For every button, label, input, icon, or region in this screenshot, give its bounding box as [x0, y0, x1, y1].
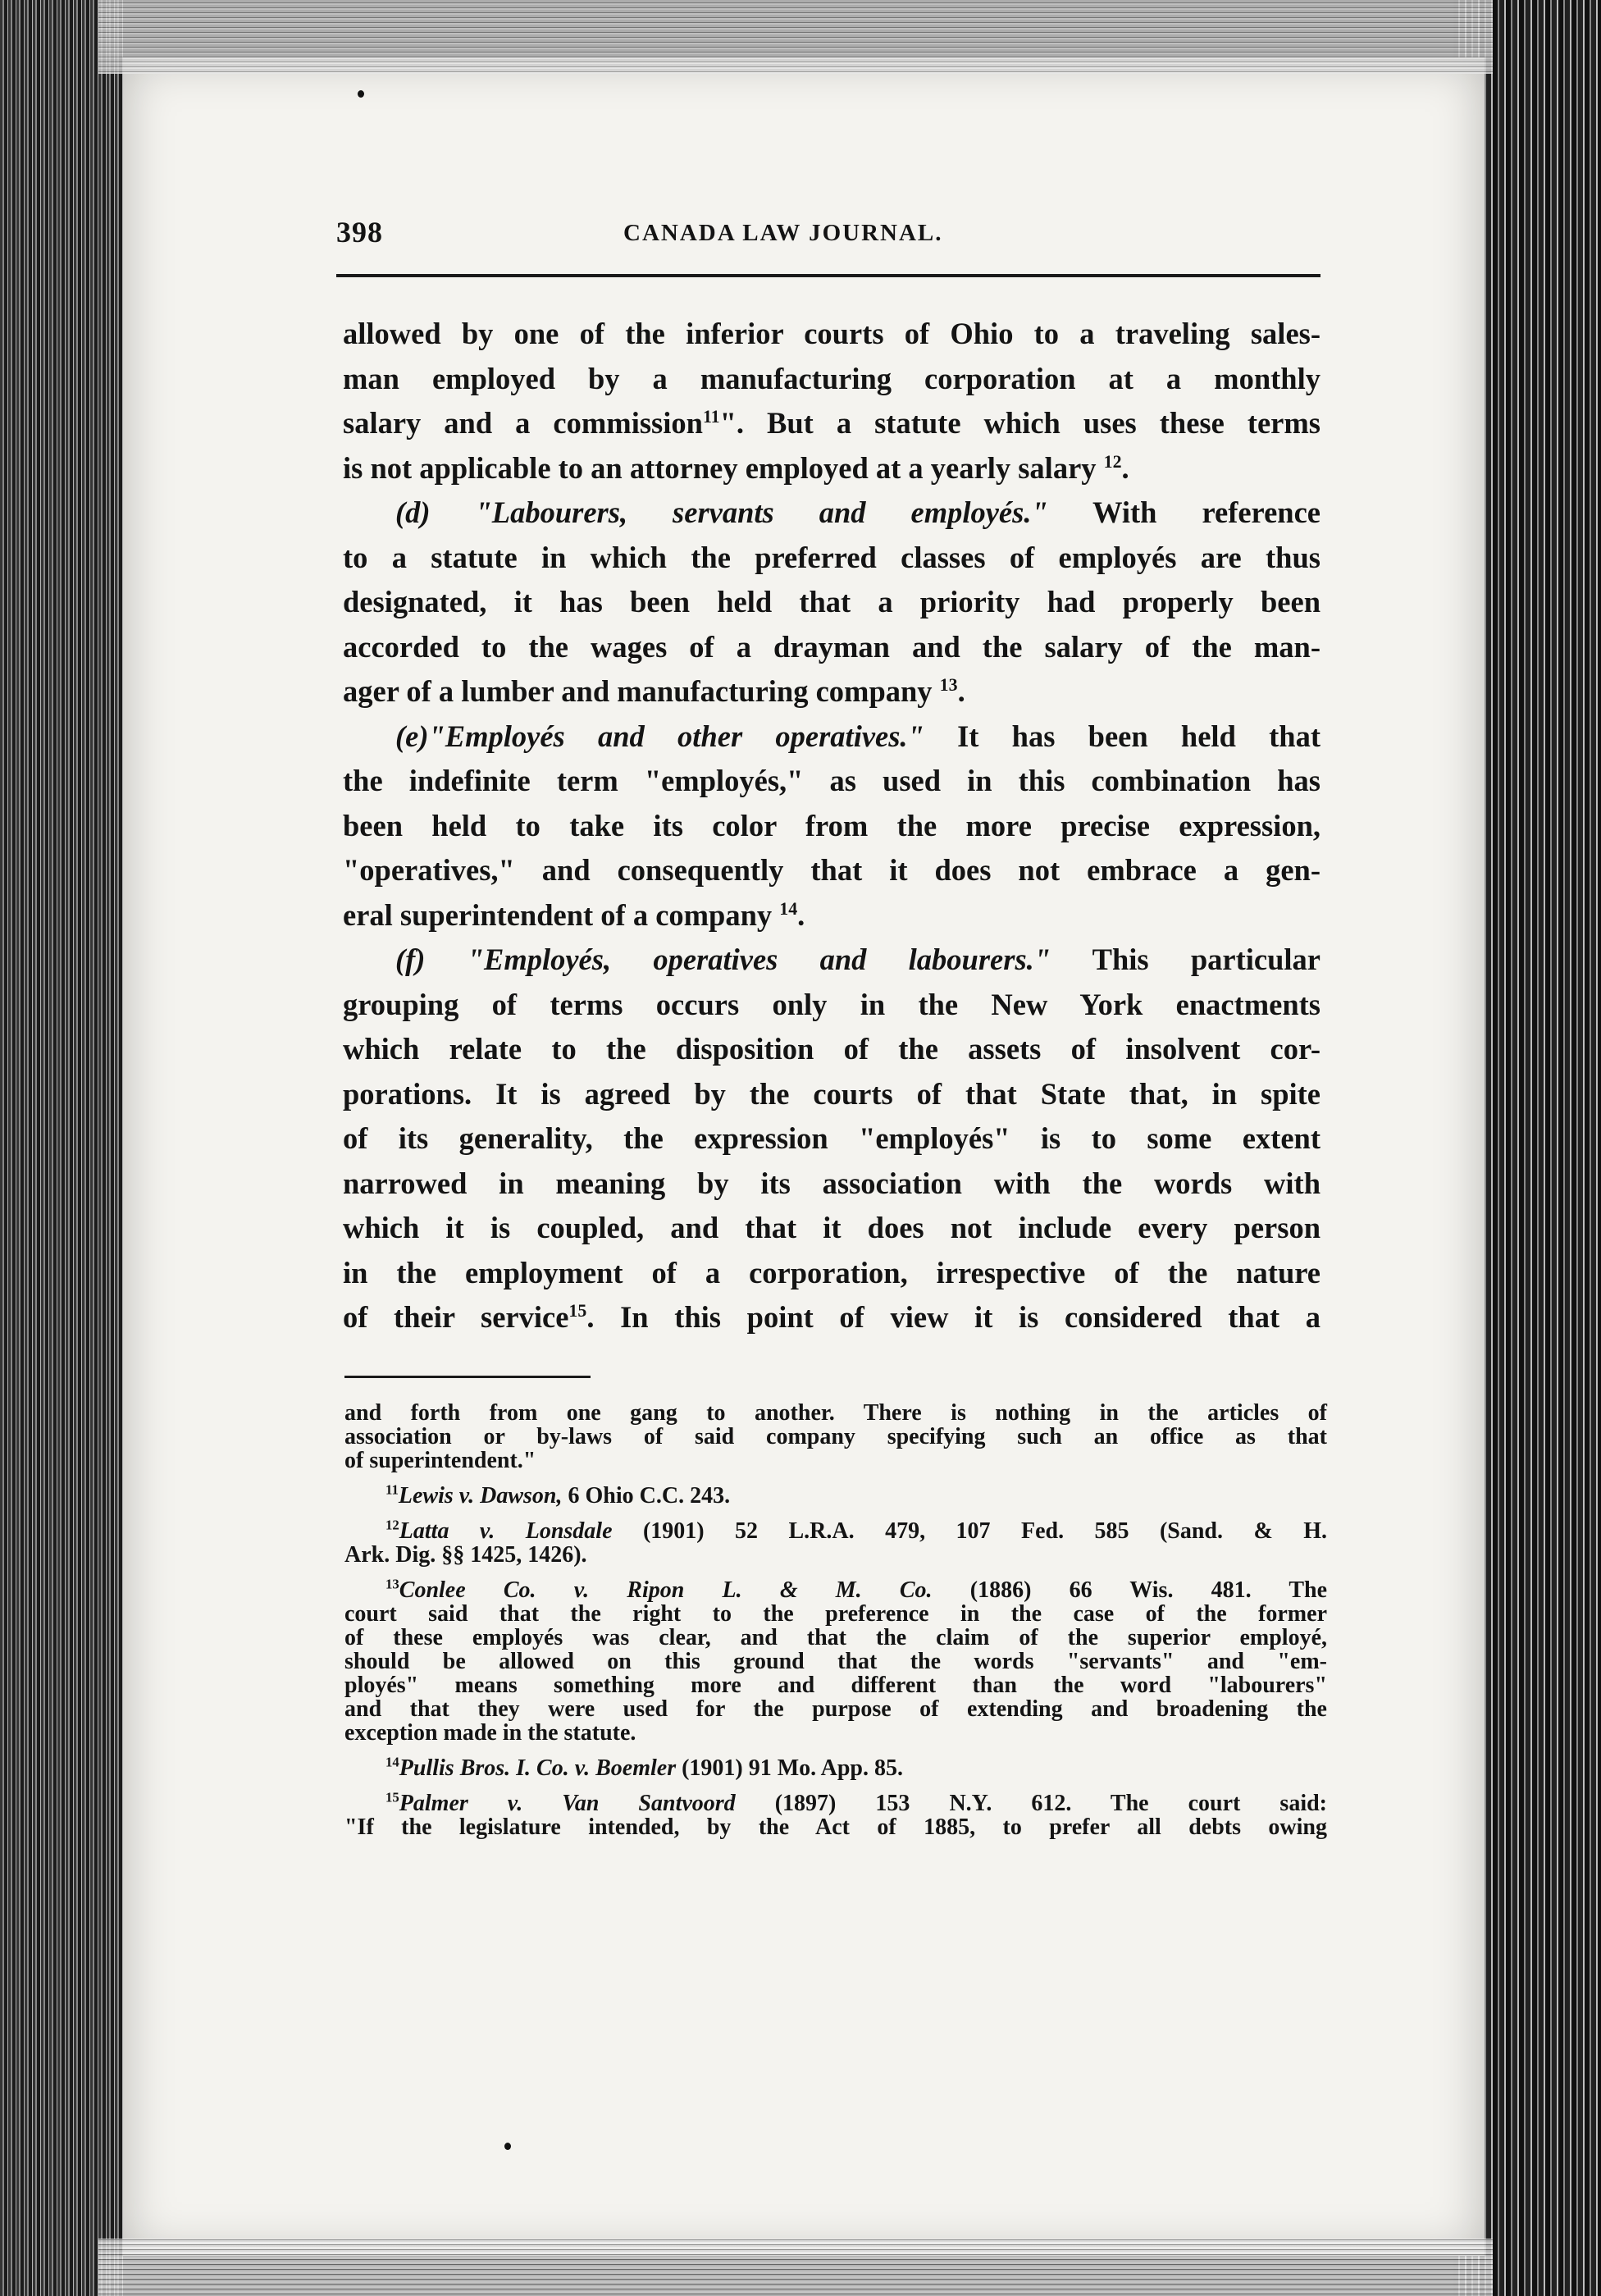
- footnote-12: [344, 1519, 1327, 1567]
- text-line: [343, 491, 1320, 536]
- case-name: Latta v. Lonsdale: [399, 1518, 613, 1544]
- text-line: narrowed in meaning by its association with the words with: [343, 1166, 1320, 1200]
- text-span: This particular: [1051, 943, 1320, 976]
- footnote-line: should be allowed on this ground that the words "servants" and "em-: [344, 1649, 1327, 1674]
- paragraph-d: [343, 491, 1320, 714]
- citation: (1886) 66 Wis. 481. The: [932, 1577, 1328, 1603]
- citation: 6 Ohio C.C. 243.: [562, 1483, 731, 1509]
- case-name: Conlee Co. v. Ripon L. & M. Co.: [399, 1577, 933, 1603]
- text-line: eral superintendent of a company $^{14}$.: [343, 897, 805, 932]
- footnote-ref: 14: [779, 897, 798, 919]
- text-line: is not applicable to an attorney employed at a yearly salary $^{12}$.: [343, 450, 1129, 485]
- text-line: been held to take its color from the more precise expression,: [343, 808, 1320, 842]
- text-line: which it is coupled, and that it does not include every person: [343, 1211, 1320, 1244]
- text-span: ager of a lumber and manufacturing company: [343, 674, 933, 708]
- section-heading-d: (d) "Labourers, servants and employés.": [395, 495, 1048, 529]
- text-line: [343, 1295, 1320, 1340]
- footnote-line: [344, 1481, 1327, 1509]
- footnote-11: [344, 1481, 1327, 1509]
- footnote-number: 13: [385, 1576, 399, 1592]
- scan-edge-bottom: [98, 2239, 1493, 2296]
- footnote-line: court said that the right to the preference in the case of the former: [344, 1601, 1327, 1627]
- page-number: 398: [336, 216, 383, 249]
- footnote-line: [344, 1756, 1327, 1780]
- text-line: of its generality, the expression "employés" is to some extent: [343, 1121, 1320, 1155]
- citation: (1901) 52 L.R.A. 479, 107 Fed. 585 (Sand. & H.: [612, 1518, 1327, 1544]
- footnote-line: Ark. Dig. §§ 1425, 1426).: [344, 1542, 587, 1568]
- scan-speck: [358, 90, 364, 98]
- text-span: With reference: [1047, 495, 1320, 529]
- footnote-line: [344, 1519, 1327, 1543]
- page-header: [336, 215, 1320, 256]
- paragraph-c: [343, 312, 1320, 491]
- footnote-line: and that they were used for the purpose of extending and broadening the: [344, 1696, 1327, 1722]
- footnote-ref: 12: [1103, 450, 1122, 472]
- footnote-number: 12: [385, 1517, 399, 1533]
- footnote-continued: [344, 1401, 1327, 1472]
- footnote-number: 15: [385, 1789, 399, 1805]
- running-head: CANADA LAW JOURNAL.: [623, 220, 943, 246]
- footnote-rule: [344, 1376, 591, 1378]
- text-span: It has been held that: [924, 719, 1320, 753]
- text-span: is not applicable to an attorney employed at a yearly salary: [343, 450, 1097, 485]
- footnote-13: [344, 1578, 1327, 1745]
- text-span: eral superintendent of a company: [343, 897, 773, 932]
- footnote-line: of these employés was clear, and that the claim of the superior employé,: [344, 1625, 1327, 1650]
- footnote-ref: 11: [702, 405, 720, 427]
- footnote-line: [344, 1578, 1327, 1602]
- footnote-ref: 13: [939, 673, 958, 695]
- text-span: of their service: [343, 1300, 569, 1334]
- footnote-line: [344, 1789, 1327, 1816]
- text-line: [343, 938, 1320, 983]
- text-span: salary and a commission: [343, 406, 703, 440]
- footnote-number: 14: [385, 1754, 399, 1770]
- scan-edge-left: [0, 0, 123, 2296]
- text-line: "operatives," and consequently that it does not embrace a gen-: [343, 853, 1320, 887]
- footnote-number: 11: [385, 1481, 399, 1498]
- text-line: [343, 401, 1320, 446]
- footnote-line: "If the legislature intended, by the Act of 1885, to prefer all debts owing: [344, 1814, 1327, 1840]
- text-line: ager of a lumber and manufacturing company $^{13}$.: [343, 673, 965, 708]
- paragraph-e: [343, 714, 1320, 938]
- text-line: man employed by a manufacturing corporation at a monthly: [343, 361, 1320, 395]
- text-span: . In this point of view it is considered that a: [586, 1300, 1320, 1334]
- text-line: designated, it has been held that a priority had properly been: [343, 585, 1320, 619]
- text-line: grouping of terms occurs only in the New York enactments: [343, 987, 1320, 1021]
- footnote-14: [344, 1756, 1327, 1780]
- footnote-line: and forth from one gang to another. There is nothing in the articles of: [344, 1400, 1327, 1426]
- footnote-15: [344, 1789, 1327, 1840]
- scan-edge-top: [98, 0, 1493, 74]
- footnote-line: of superintendent.": [344, 1448, 536, 1473]
- section-heading-e: (e)"Employés and other operatives.": [395, 719, 924, 753]
- header-rule: [336, 274, 1320, 277]
- footnotes: [344, 1401, 1327, 1851]
- section-heading-f: (f) "Employés, operatives and labourers.": [395, 943, 1051, 976]
- paragraph-f: [343, 938, 1320, 1340]
- text-line: the indefinite term "employés," as used in this combination has: [343, 764, 1320, 797]
- body-text: [343, 312, 1320, 1340]
- text-line: which relate to the disposition of the assets of insolvent cor-: [343, 1032, 1320, 1066]
- citation: (1897) 153 N.Y. 612. The court said:: [735, 1791, 1327, 1816]
- text-span: ". But a statute which uses these terms: [719, 406, 1320, 440]
- case-name: Pullis Bros. I. Co. v. Boemler: [399, 1755, 677, 1781]
- text-line: to a statute in which the preferred classes of employés are thus: [343, 540, 1320, 574]
- text-line: porations. It is agreed by the courts of that State that, in spite: [343, 1076, 1320, 1111]
- case-name: Lewis v. Dawson,: [398, 1483, 563, 1509]
- citation: (1901) 91 Mo. App. 85.: [676, 1755, 904, 1781]
- footnote-line: association or by-laws of said company specifying such an office as that: [344, 1424, 1327, 1449]
- footnote-line: exception made in the statute.: [344, 1720, 636, 1746]
- text-line: accorded to the wages of a drayman and the salary of the man-: [343, 629, 1320, 664]
- text-line: allowed by one of the inferior courts of Ohio to a traveling sales-: [343, 317, 1320, 350]
- text-line: in the employment of a corporation, irrespective of the nature: [343, 1255, 1320, 1290]
- scan-speck: [504, 2143, 511, 2150]
- footnote-ref: 15: [568, 1299, 587, 1321]
- case-name: Palmer v. Van Santvoord: [399, 1791, 736, 1816]
- text-line: [343, 714, 1320, 760]
- footnote-line: ployés" means something more and different than the word "labourers": [344, 1673, 1327, 1698]
